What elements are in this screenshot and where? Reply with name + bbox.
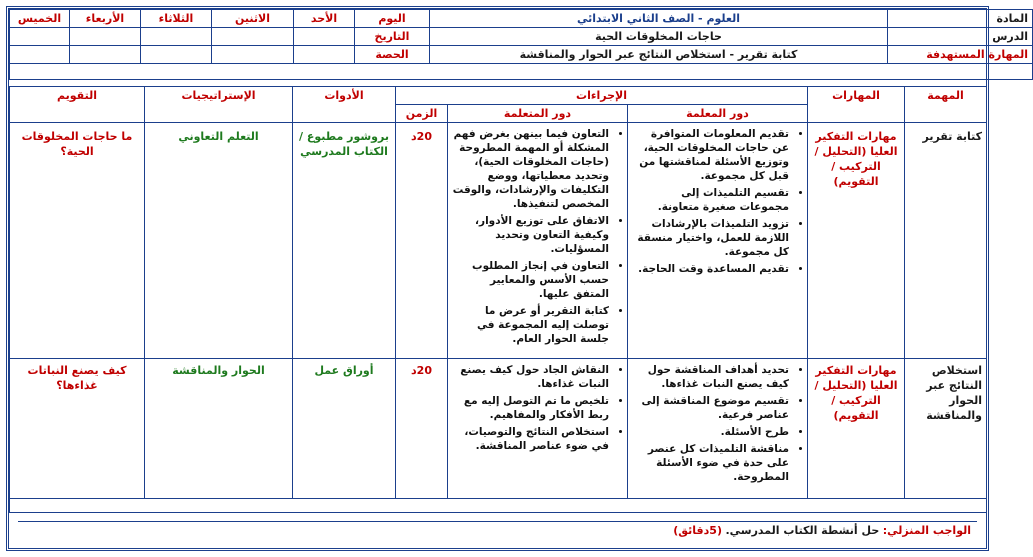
date-label: التاريخ — [355, 28, 430, 46]
row1-evaluation: ما حاجات المخلوقات الحية؟ — [10, 123, 145, 359]
period-cell-1 — [294, 46, 355, 64]
date-cell-4 — [70, 28, 141, 46]
row2-student-item: • النقاش الجاد حول كيف يصنع النبات غذاءها. — [452, 363, 609, 391]
row1-teacher-item: • تقسيم التلميذات إلى مجموعات صغيرة متعاونة. — [632, 186, 789, 214]
row1-strategy: التعلم التعاوني — [145, 123, 293, 359]
lesson-plan-frame — [6, 6, 1028, 551]
row1-teacher-item: • تقديم المساعدة وقت الحاجة. — [632, 262, 789, 276]
lesson-label: الدرس — [888, 28, 1033, 46]
row2-teacher-role — [628, 359, 808, 499]
row2-evaluation: كيف يصنع النباتات غذاءها؟ — [10, 359, 145, 499]
row2-teacher-item: • مناقشة التلميذات كل عنصر على حدة في ضوء الأسئلة المطروحة. — [632, 442, 789, 484]
row1-student-item: • كتابة التقرير أو عرض ما توصلت إليه المجموعة في جلسة الحوار العام. — [452, 304, 609, 346]
row1-student-item: • التعاون فيما بينهن بغرض فهم المشكلة أو المهمة المطروحة (حاجات المخلوقات الحية)، وتحديد معطياتها، ووضع التكليفات والإرشادات، والوقت المخصص لتنفيذها. — [452, 127, 609, 211]
row2-teacher-item: • تقسيم موضوع المناقشة إلى عناصر فرعية. — [632, 394, 789, 422]
skill-value: كتابة تقرير - استخلاص النتائج عبر الحوار والمناقشة — [430, 46, 888, 64]
col-task: المهمة — [905, 87, 987, 123]
col-skills: المهارات — [808, 87, 905, 123]
row2-student-role — [448, 359, 628, 499]
row2-task: استخلاص النتائج عبر الحوار والمناقشة — [905, 359, 987, 499]
period-cell-5 — [10, 46, 70, 64]
row2-time: 20د — [396, 359, 448, 499]
day-monday: الاثنين — [212, 10, 294, 28]
row2-student-item: • استخلاص النتائج والتوصيات، في ضوء عناصر المناقشة. — [452, 425, 609, 453]
row1-task: كتابة تقرير — [905, 123, 987, 359]
row1-time: 20د — [396, 123, 448, 359]
row1-student-item: • الاتفاق على توزيع الأدوار، وكيفية التعاون وتحديد المسؤليات. — [452, 214, 609, 256]
subject-label: المادة — [888, 10, 1033, 28]
header-table — [9, 9, 1033, 80]
row1-teacher-role — [628, 123, 808, 359]
period-cell-2 — [212, 46, 294, 64]
day-thursday: الخميس — [10, 10, 70, 28]
row1-teacher-item: • تزويد التلميذات بالإرشادات اللازمة للعمل، واختيار منسقة كل مجموعة. — [632, 217, 789, 259]
row2-skills: مهارات التفكير العليا (التحليل / التركيب / التقويم) — [808, 359, 905, 499]
row1-skills: مهارات التفكير العليا (التحليل / التركيب / التقويم) — [808, 123, 905, 359]
homework-duration: (5دقائق) — [673, 524, 722, 537]
header-spacer — [10, 64, 1033, 80]
col-teacher-role: دور المعلمة — [628, 105, 808, 123]
homework-label: الواجب المنزلي: — [882, 524, 971, 537]
date-cell-5 — [10, 28, 70, 46]
row1-teacher-item: • تقديم المعلومات المتوافرة عن حاجات المخلوقات الحية، وتوزيع الأسئلة لمناقشتها من قبل كل مجموعة. — [632, 127, 789, 183]
row2-tools: أوراق عمل — [293, 359, 396, 499]
row1-tools: بروشور مطبوع / الكتاب المدرسي — [293, 123, 396, 359]
row2-student-item: • تلخيص ما تم التوصل إليه مع ربط الأفكار والمفاهيم. — [452, 394, 609, 422]
date-cell-1 — [294, 28, 355, 46]
col-evaluation: التقويم — [10, 87, 145, 123]
period-label: الحصة — [355, 46, 430, 64]
col-time: الزمن — [396, 105, 448, 123]
table-spacer-row — [10, 499, 987, 513]
col-tools: الأدوات — [293, 87, 396, 123]
day-label: اليوم — [355, 10, 430, 28]
row1-student-role — [448, 123, 628, 359]
row2-teacher-item: • تحديد أهداف المناقشة حول كيف يصنع النبات غذاءها. — [632, 363, 789, 391]
row2-strategy: الحوار والمناقشة — [145, 359, 293, 499]
lesson-value: حاجات المخلوقات الحية — [430, 28, 888, 46]
day-tuesday: الثلاثاء — [141, 10, 212, 28]
col-strategies: الإستراتيجيات — [145, 87, 293, 123]
skill-label: المهارة المستهدفة — [888, 46, 1033, 64]
period-cell-4 — [70, 46, 141, 64]
homework-text: حل أنشطة الكتاب المدرسي. — [725, 524, 880, 537]
main-table — [9, 86, 987, 513]
day-wednesday: الأربعاء — [70, 10, 141, 28]
row1-student-item: • التعاون في إنجاز المطلوب حسب الأسس والمعايير المتفق عليها. — [452, 259, 609, 301]
date-cell-2 — [212, 28, 294, 46]
subject-value: العلوم - الصف الثاني الابتدائي — [430, 10, 888, 28]
row2-teacher-item: • طرح الأسئلة. — [632, 425, 789, 439]
col-procedures: الإجراءات — [396, 87, 808, 105]
day-sunday: الأحد — [294, 10, 355, 28]
date-cell-3 — [141, 28, 212, 46]
homework-line — [18, 521, 977, 539]
period-cell-3 — [141, 46, 212, 64]
col-student-role: دور المتعلمة — [448, 105, 628, 123]
